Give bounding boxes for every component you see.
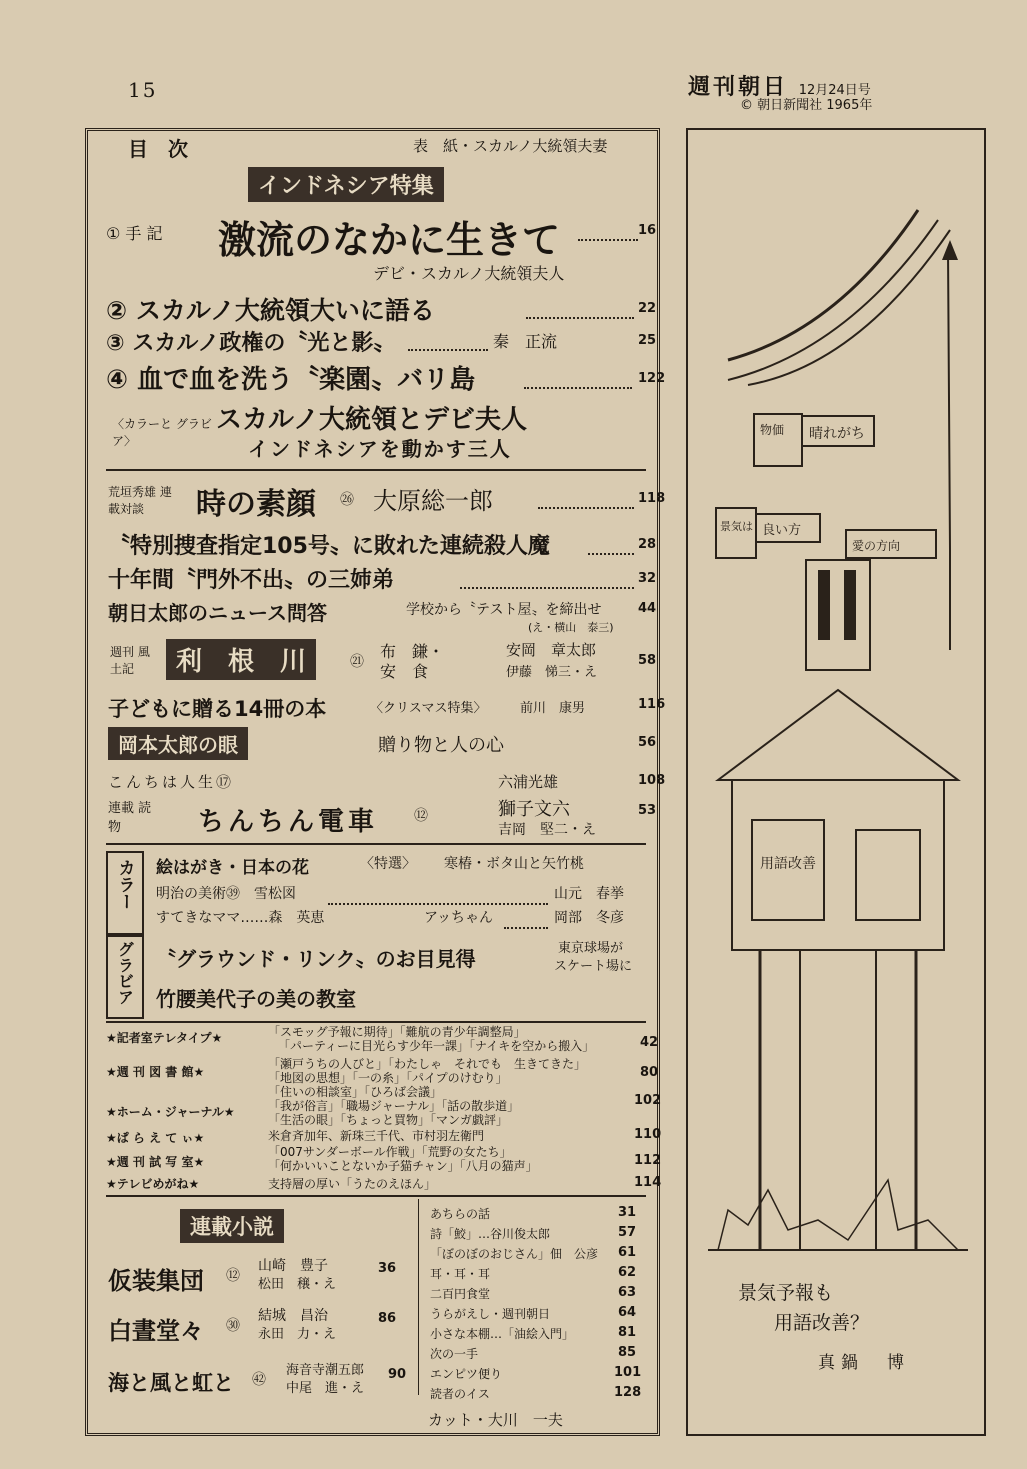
article-number: ⑫ [414, 808, 428, 824]
column-line[interactable]: 「地図の思想」「一の糸」「パイプのけむり」 [268, 1071, 508, 1085]
issue-date: 12月24日号 [798, 83, 871, 98]
novel-title[interactable]: 白晝堂々 [108, 1317, 204, 1345]
toc-author: 安岡 章太郎 [506, 641, 597, 659]
column-line[interactable]: 米倉斉加年、新珠三千代、市村羽左衛門 [268, 1129, 485, 1143]
toc-author: 山崎 豊子 [258, 1258, 328, 1274]
misc-item[interactable]: あちらの話 [430, 1207, 491, 1221]
toc-author: 永田 力・え [258, 1327, 337, 1342]
column-label: ★記者室テレタイプ★ [106, 1031, 223, 1045]
page-ref: 112 [634, 1153, 662, 1168]
misc-item[interactable]: 詩「鮫」…谷川俊太郎 [430, 1227, 551, 1241]
article-sub: 〈クリスマス特集〉 [370, 701, 487, 716]
column-label: ★テレビめがね★ [106, 1177, 200, 1191]
gravure-item[interactable]: 〝グラウンド・リンク〟のお目見得 [156, 947, 476, 971]
page-ref: 90 [388, 1367, 407, 1382]
article-title[interactable]: こんちは人生⑰ [108, 773, 235, 791]
misc-item[interactable]: 読者のイス [430, 1387, 490, 1401]
page-ref: 81 [618, 1325, 637, 1340]
misc-item[interactable]: エンピツ便り [430, 1367, 503, 1381]
novel-title[interactable]: 海と風と虹と [108, 1371, 234, 1395]
article-title: 利 根 川 [166, 639, 316, 680]
article-title[interactable]: 時の素顔 [196, 487, 316, 522]
toc-author: 獅子文六 [498, 799, 570, 820]
page-ref: 32 [638, 571, 657, 586]
illustration-artist: 真鍋 博 [818, 1353, 910, 1373]
cut-credit: カット・大川 一夫 [428, 1411, 563, 1429]
gravure-label: グラビア [115, 941, 135, 1005]
toc-item-title[interactable]: 激流のなかに生きて [218, 218, 561, 262]
divider [418, 1199, 419, 1395]
illustrator: (え・横山 泰三) [528, 621, 614, 634]
novel-number: ㊷ [252, 1372, 266, 1388]
page-ref: 42 [640, 1035, 659, 1050]
page-ref: 22 [638, 301, 657, 316]
divider [106, 1195, 646, 1197]
gravure-note: 東京球場が [558, 941, 624, 956]
article-tag: 荒垣秀雄 連載対談 [108, 485, 172, 516]
column-line[interactable]: 「生活の眼」「ちょっと買物」「マンガ戯評」 [268, 1113, 509, 1127]
page-ref: 80 [640, 1065, 659, 1080]
column-label: ★ぱ ら え て ぃ★ [106, 1131, 205, 1145]
illustration-caption-1: 景気予報も [738, 1282, 834, 1304]
article-sub: 学校から〝テスト屋〟を締出せ [406, 602, 602, 618]
place: 安 食 [380, 662, 429, 681]
page-ref: 61 [618, 1245, 637, 1260]
illustration-panel [686, 128, 986, 1436]
page-ref: 25 [638, 333, 657, 348]
toc-author: 伊藤 悌三・え [506, 665, 598, 680]
color-item[interactable]: すてきなママ……森 英恵 [156, 910, 325, 926]
toc-title: 目 次 [128, 137, 188, 161]
misc-item[interactable]: うらがえし・週刊朝日 [430, 1307, 551, 1321]
page-ref: 64 [618, 1305, 637, 1320]
column-line[interactable]: 支持層の厚い「うたのえほん」 [268, 1177, 437, 1191]
toc-item[interactable]: ③ スカルノ政権の〝光と影〟 [106, 331, 396, 356]
novel-number: ㉚ [226, 1318, 240, 1334]
article-sub: 贈り物と人の心 [378, 735, 504, 756]
page-ref: 86 [378, 1311, 397, 1326]
color-label: カラー [114, 859, 135, 910]
toc-item[interactable]: ④ 血で血を洗う〝楽園〟バリ島 [106, 365, 476, 395]
misc-item[interactable]: 小さな本棚…「油絵入門」 [430, 1327, 575, 1341]
column-line[interactable]: 「我が俗言」「職場ジャーナル」「話の散歩道」 [268, 1099, 520, 1113]
toc-author: 岡部 冬彦 [554, 910, 624, 926]
page-ref: 28 [638, 537, 657, 552]
page-ref: 53 [638, 803, 657, 818]
copyright: © 朝日新聞社 1965年 [740, 98, 873, 113]
article-number: ㉖ [340, 492, 354, 508]
page-ref: 122 [638, 371, 666, 386]
page-ref: 63 [618, 1285, 637, 1300]
toc-author: 海音寺潮五郎 [286, 1363, 365, 1378]
page-ref: 128 [614, 1385, 642, 1400]
column-label: ★ホーム・ジャーナル★ [106, 1105, 235, 1119]
column-line[interactable]: 「住いの相談室」「ひろば会議」 [268, 1085, 443, 1099]
column-line[interactable]: 「スモッグ予報に期待」「難航の青少年調整局」 [268, 1025, 526, 1039]
toc-author: デビ・スカルノ大統領夫人 [373, 264, 565, 283]
toc-item[interactable]: ① 手 記 [106, 224, 163, 243]
article-tag: 連載 読物 [108, 801, 152, 835]
column-line[interactable]: 「パーティーに目光らす少年一課」「ナイキを空から搬入」 [278, 1039, 595, 1053]
toc-author: 中尾 進・え [286, 1381, 365, 1396]
article-title[interactable]: ちんちん電車 [198, 807, 379, 837]
color-label-box [106, 851, 144, 935]
sign-text: 物価 [760, 423, 785, 437]
page-ref: 44 [638, 601, 657, 616]
novel-number: ⑫ [226, 1268, 240, 1284]
toc-author: 秦 正流 [493, 332, 558, 351]
page-ref: 110 [634, 1127, 662, 1142]
place: 布 鎌・ [380, 642, 445, 661]
page-ref: 62 [618, 1265, 637, 1280]
article-title[interactable]: 朝日太郎のニュース問答 [108, 601, 327, 625]
color-feature-2[interactable]: インドネシアを動かす三人 [248, 437, 512, 461]
color-item-sub: 〈特選〉 [360, 856, 416, 872]
article-title: 岡本太郎の眼 [108, 727, 248, 760]
page-ref: 56 [638, 735, 657, 750]
color-feature-1[interactable]: スカルノ大統領とデビ夫人 [216, 405, 527, 435]
column-line[interactable]: 「007サンダーボール作戦」「荒野の女たち」 [268, 1145, 512, 1159]
page-ref: 116 [638, 697, 666, 712]
novels-band: 連載小説 [180, 1209, 284, 1243]
color-tag: 〈カラーと グラビア〉 [112, 417, 212, 448]
column-label: ★週 刊 図 書 館★ [106, 1065, 205, 1079]
misc-item[interactable]: 二百円食堂 [430, 1287, 491, 1301]
toc-author: 松田 穣・え [258, 1277, 337, 1292]
toc-author: 六浦光雄 [498, 773, 559, 791]
page-ref: 58 [638, 653, 657, 668]
color-item[interactable]: 明治の美術㊴ 雪松図 [156, 886, 296, 902]
weather-forecast-illustration [688, 130, 984, 1434]
sign-text: 景気は [720, 520, 753, 533]
color-item-mid: アッちゃん [424, 910, 494, 926]
color-item[interactable]: 絵はがき・日本の花 [156, 858, 309, 878]
page-ref: 16 [638, 223, 657, 238]
sign-text: 用語改善 [760, 856, 816, 872]
divider [106, 469, 646, 471]
toc-author: 寒椿・ボタ山と矢竹桃 [444, 856, 584, 872]
novel-title[interactable]: 仮装集団 [108, 1267, 204, 1295]
sign-text: 良い方 [762, 523, 802, 538]
illustration-caption-2: 用語改善？ [774, 1312, 870, 1334]
column-line[interactable]: 「瀬戸うちの人びと」「わたしゃ それでも 生きてきた」 [268, 1057, 587, 1071]
page-ref: 114 [634, 1175, 662, 1190]
page-ref: 36 [378, 1261, 397, 1276]
article-tag: 週刊 風土記 [110, 645, 150, 676]
cover-credit: 表 紙・スカルノ大統領夫妻 [413, 137, 608, 155]
toc-author: 前川 康男 [520, 701, 586, 716]
column-label: ★週 刊 試 写 室★ [106, 1155, 205, 1169]
page-number: 15 [128, 78, 158, 102]
divider [106, 843, 646, 845]
misc-item[interactable]: 耳・耳・耳 [430, 1267, 491, 1281]
column-line[interactable]: 「何かいいことないか子猫チャン」「八月の猫声」 [268, 1159, 538, 1173]
page-ref: 101 [614, 1365, 642, 1380]
special-band: インドネシア特集 [248, 167, 444, 202]
page-ref: 102 [634, 1093, 662, 1108]
article-title[interactable]: 子どもに贈る14冊の本 [108, 697, 327, 721]
page-ref: 57 [618, 1225, 637, 1240]
leader [578, 229, 638, 248]
page-ref: 31 [618, 1205, 637, 1220]
guest-name: 大原総一郎 [373, 487, 493, 515]
article-number: ㉑ [350, 654, 364, 670]
misc-item[interactable]: 「ぼのぼのおじさん」佃 公彦 [430, 1247, 599, 1261]
sign-text: 晴れがち [809, 426, 865, 442]
page-ref: 118 [638, 491, 666, 506]
toc-author: 吉岡 堅二・え [498, 822, 596, 838]
gravure-label-box [106, 935, 144, 1019]
article-title[interactable]: 〝特別捜査指定105号〟に敗れた連続殺人魔 [108, 534, 550, 559]
misc-item[interactable]: 次の一手 [430, 1347, 479, 1361]
sign-text: 愛の方向 [852, 539, 901, 553]
toc-author: 結城 昌治 [258, 1308, 328, 1324]
page-ref: 108 [638, 773, 666, 788]
page-ref: 85 [618, 1345, 637, 1360]
article-title[interactable]: 十年間〝門外不出〟の三姉弟 [108, 568, 395, 593]
table-of-contents [85, 128, 666, 1436]
gravure-item[interactable]: 竹腰美代子の美の教室 [156, 987, 356, 1011]
toc-item[interactable]: ② スカルノ大統領大いに語る [106, 296, 435, 325]
toc-author: 山元 春挙 [554, 886, 624, 902]
magazine-title: 週刊朝日 [688, 75, 789, 100]
gravure-note: スケート場に [554, 959, 633, 974]
